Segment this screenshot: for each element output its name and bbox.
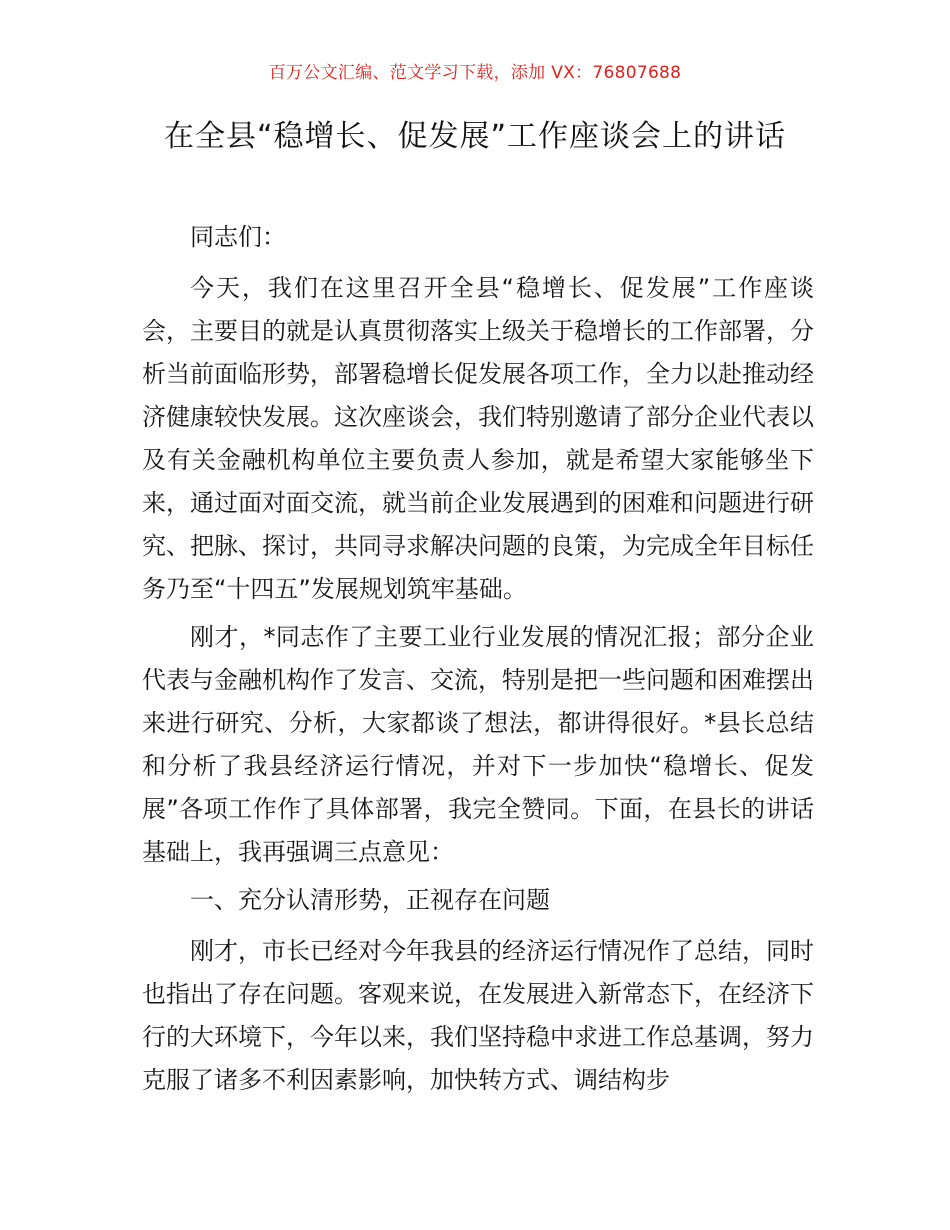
section-heading: 一、充分认清形势，正视存在问题 bbox=[190, 886, 550, 914]
watermark-banner: 百万公文汇编、范文学习下载，添加 VX：76807688 bbox=[268, 63, 682, 83]
document-body bbox=[142, 216, 814, 1107]
paragraph-intro: 今天，我们在这里召开全县“稳增长、促发展”工作座谈会，主要目的就是认真贯彻落实上级关于稳增长的工作部署，分析当前面临形势，部署稳增长促发展各项工作，全力以赴推动经济健康较快发展。这次座谈会，我们特别邀请了部分企业代表以及有关金融机构单位主要负责人参加，就是希望大家能够坐下来，通过面对面交流，就当前企业发展遇到的困难和问题进行研究、把脉、探讨，共同寻求解决问题的良策，为完成全年目标任务乃至“十四五”发展规划筑牢基础。 bbox=[142, 274, 814, 603]
section-paragraph: 刚才，市长已经对今年我县的经济运行情况作了总结，同时也指出了存在问题。客观来说，在发展进入新常态下，在经济下行的大环境下，今年以来，我们坚持稳中求进工作总基调，努力克服了诸多不利因素影响，加快转方式、调结构步 bbox=[142, 937, 814, 1094]
salutation: 同志们： bbox=[190, 223, 286, 251]
document-title: 在全县“稳增长、促发展”工作座谈会上的讲话 bbox=[163, 119, 787, 154]
paragraph-summary: 刚才，*同志作了主要工业行业发展的情况汇报；部分企业代表与金融机构作了发言、交流，特别是把一些问题和困难摆出来进行研究、分析，大家都谈了想法，都讲得很好。*县长总结和分析了我县经济运行情况，并对下一步加快“稳增长、促发展”各项工作作了具体部署，我完全赞同。下面，在县长的讲话基础上，我再强调三点意见： bbox=[142, 623, 814, 866]
